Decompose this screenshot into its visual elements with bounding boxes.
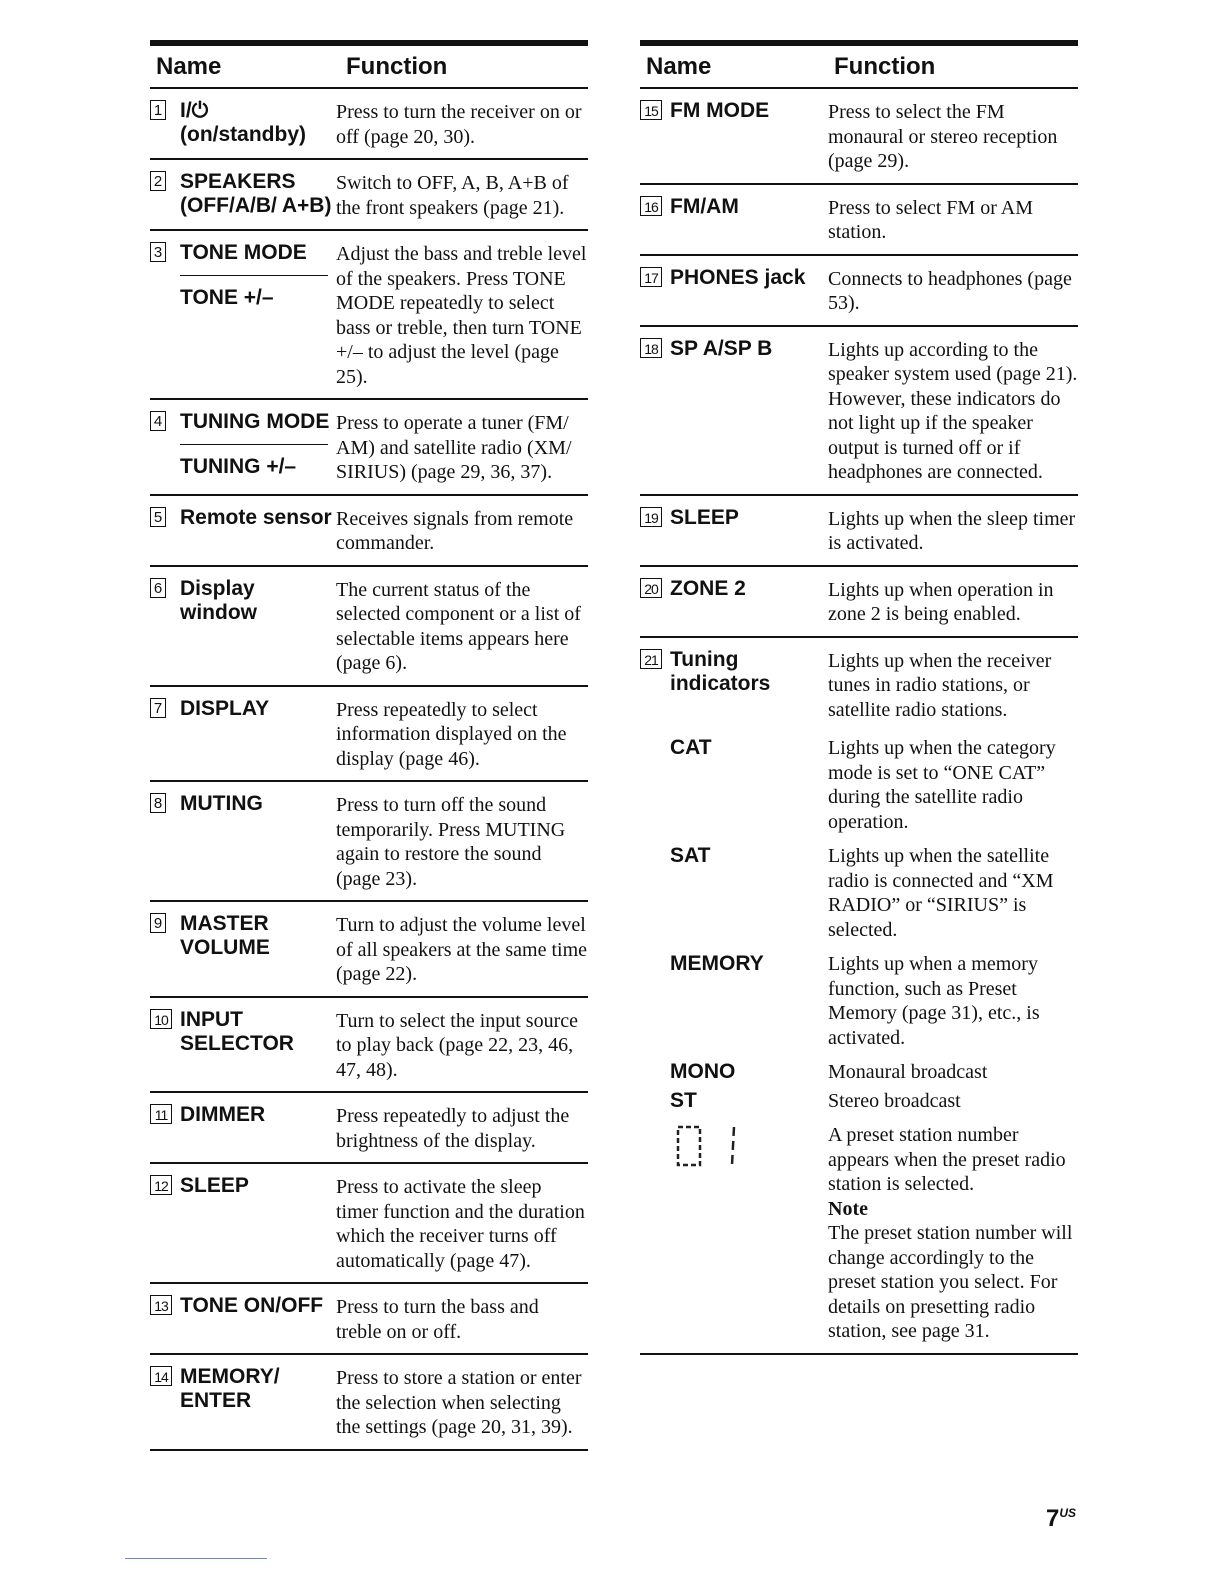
- header-name: Name: [156, 53, 222, 80]
- table-row: [640, 256, 1078, 327]
- item-function: The current status of the selected component or a list of selectable items appears here (page 6).: [336, 578, 581, 674]
- indicator-name: MEMORY: [670, 952, 764, 975]
- item-number: 20: [640, 578, 662, 598]
- item-function: Lights up when the receiver tunes in radio stations, or satellite radio stations.: [828, 649, 1052, 721]
- table-row: [640, 185, 1078, 256]
- item-function: Press to turn off the sound temporarily. Press MUTING again to restore the sound (page 23).: [336, 794, 566, 890]
- item-function: Turn to select the input source to play back (page 22, 23, 46, 47, 48).: [336, 1009, 579, 1081]
- indicator-function: Lights up when a memory function, such as Preset Memory (page 31), etc., is activated.: [828, 953, 1040, 1049]
- item-function: Lights up according to the speaker system used (page 21). However, these indicators do not light up if the speaker output is turned off or if headphones are connected.: [828, 338, 1078, 483]
- indicator-function: Stereo broadcast: [828, 1089, 961, 1112]
- item-function: Press repeatedly to adjust the brightness of the display.: [336, 1105, 570, 1152]
- item-number: 17: [640, 267, 662, 287]
- item-function: Press to turn the receiver on or off (page 20, 30).: [336, 101, 582, 148]
- item-name: FM/AM: [670, 194, 739, 218]
- item-function: Connects to headphones (page 53).: [828, 267, 1072, 314]
- lcd-digits-icon: [670, 1123, 760, 1173]
- item-number: 12: [150, 1175, 172, 1195]
- page-number: [1046, 1505, 1076, 1533]
- item-name: DISPLAY: [180, 696, 270, 720]
- item-name: SLEEP: [670, 505, 739, 529]
- table-row: [640, 496, 1078, 567]
- item-name: FM MODE: [670, 99, 770, 122]
- item-name: INPUT SELECTOR: [180, 1007, 294, 1055]
- footer-rule: [125, 1558, 267, 1559]
- table-row: [150, 567, 588, 687]
- item-number: 7: [150, 698, 166, 718]
- indicator-row: [640, 842, 1078, 942]
- header-function: Function: [346, 53, 448, 80]
- table-row: [150, 1093, 588, 1164]
- header-name: Name: [646, 53, 712, 80]
- table-row: [150, 496, 588, 567]
- table-row-tuning-indicators: [640, 638, 1078, 1355]
- table-row: [150, 231, 588, 400]
- item-function: Lights up when operation in zone 2 is being enabled.: [828, 578, 1054, 625]
- item-name: SPEAKERS (OFF/A/B/ A+B): [180, 170, 332, 217]
- indicator-name: MONO: [670, 1060, 736, 1083]
- item-number: 18: [640, 338, 662, 358]
- item-function: Switch to OFF, A, B, A+B of the front speakers (page 21).: [336, 172, 569, 219]
- table-row: [640, 327, 1078, 496]
- indicator-function: Lights up when the satellite radio is connected and “XM RADIO” or “SIRIUS” is selected.: [828, 845, 1054, 941]
- indicator-name: ST: [670, 1088, 697, 1112]
- page-number-suffix: US: [1059, 1506, 1077, 1520]
- item-number: 3: [150, 242, 166, 262]
- item-number: 15: [640, 100, 662, 120]
- left-table: [150, 40, 588, 1451]
- item-number: 9: [150, 913, 166, 933]
- indicator-function: Monaural broadcast: [828, 1061, 988, 1083]
- item-name: TUNING MODE: [180, 410, 330, 433]
- indicator-row: [640, 950, 1078, 1050]
- item-name: TONE MODE: [180, 241, 307, 264]
- page-number-value: 7: [1046, 1505, 1060, 1532]
- preset-number-display-icon: [640, 1121, 828, 1344]
- item-name: SP A/SP B: [670, 336, 773, 360]
- item-function: Press to activate the sleep timer function and the duration which the receiver turns off automatically (page 47).: [336, 1176, 585, 1272]
- table-row: [640, 89, 1078, 185]
- indicator-row-preset: [640, 1121, 1078, 1344]
- item-name: PHONES jack: [670, 265, 806, 289]
- indicator-row: [640, 734, 1078, 834]
- item-function: Receives signals from remote commander.: [336, 507, 574, 554]
- note-text: The preset station number will change accordingly to the preset station you select. For details on presetting radio station, see page 31.: [828, 1222, 1073, 1342]
- header-function: Function: [834, 53, 936, 80]
- indicator-function: Lights up when the category mode is set to “ONE CAT” during the satellite radio operation.: [828, 737, 1056, 833]
- item-number: 2: [150, 171, 166, 191]
- table-header: [150, 46, 588, 89]
- table-row: [640, 567, 1078, 638]
- table-row: [150, 400, 588, 496]
- item-name-group: [180, 239, 336, 389]
- item-number: 8: [150, 793, 166, 813]
- item-name: TONE ON/OFF: [180, 1294, 324, 1317]
- table-row: [150, 1284, 588, 1355]
- note-label: Note: [828, 1197, 868, 1220]
- table-row: [150, 782, 588, 902]
- table-row: [150, 1355, 588, 1451]
- item-sub-name: TUNING +/–: [180, 444, 328, 479]
- indicator-row: [640, 1058, 1078, 1085]
- item-number: 14: [150, 1366, 172, 1386]
- table-row: [150, 160, 588, 231]
- item-function: Lights up when the sleep timer is activated.: [828, 507, 1076, 554]
- item-function: Press to store a station or enter the selection when selecting the settings (page 20, 31, 39).: [336, 1367, 582, 1438]
- item-function: Press to turn the bass and treble on or off.: [336, 1296, 539, 1343]
- table-row: [150, 687, 588, 783]
- item-number: 16: [640, 196, 662, 216]
- item-name: MASTER VOLUME: [180, 912, 270, 959]
- item-name: ZONE 2: [670, 576, 746, 600]
- item-number: 19: [640, 507, 662, 527]
- item-function: Turn to adjust the volume level of all speakers at the same time (page 22).: [336, 914, 588, 985]
- item-name: Tuning indicators: [670, 647, 771, 695]
- item-number: 11: [150, 1104, 172, 1124]
- item-name: SLEEP: [180, 1174, 249, 1197]
- item-number: 10: [150, 1009, 172, 1029]
- table-row: [150, 89, 588, 160]
- item-name: I/⏻ (on/standby): [180, 99, 306, 146]
- indicator-name: CAT: [670, 736, 712, 759]
- item-name: Display window: [180, 576, 257, 624]
- item-sub-name: TONE +/–: [180, 275, 328, 310]
- indicator-name: SAT: [670, 844, 711, 867]
- indicator-row: [640, 1087, 1078, 1114]
- table-header: [640, 46, 1078, 89]
- item-name: MUTING: [180, 792, 263, 815]
- preset-description: A preset station number appears when the preset radio station is selected.: [828, 1124, 1066, 1195]
- item-number: 4: [150, 411, 166, 431]
- item-function: Press repeatedly to select information displayed on the display (page 46).: [336, 698, 567, 770]
- item-name: MEMORY/ ENTER: [180, 1365, 280, 1412]
- item-name: Remote sensor: [180, 505, 332, 529]
- table-row: [150, 998, 588, 1094]
- item-number: 21: [640, 649, 662, 669]
- item-function: Press to select the FM monaural or stereo reception (page 29).: [828, 101, 1058, 172]
- item-number: 5: [150, 507, 166, 527]
- item-function: Adjust the bass and treble level of the speakers. Press TONE MODE repeatedly to select bass or treble, then turn TONE +/– to adjust the level (page 25).: [336, 243, 587, 388]
- item-function: Press to select FM or AM station.: [828, 196, 1033, 243]
- item-name-group: [180, 408, 336, 485]
- table-row: [150, 902, 588, 998]
- table-row: [150, 1164, 588, 1284]
- item-function: Press to operate a tuner (FM/ AM) and satellite radio (XM/ SIRIUS) (page 29, 36, 37).: [336, 412, 572, 483]
- item-number: 13: [150, 1295, 172, 1315]
- item-number: 1: [150, 100, 166, 120]
- item-name: DIMMER: [180, 1103, 266, 1126]
- indicator-function: [828, 1121, 1078, 1344]
- right-table: [640, 40, 1078, 1355]
- item-number: 6: [150, 578, 166, 598]
